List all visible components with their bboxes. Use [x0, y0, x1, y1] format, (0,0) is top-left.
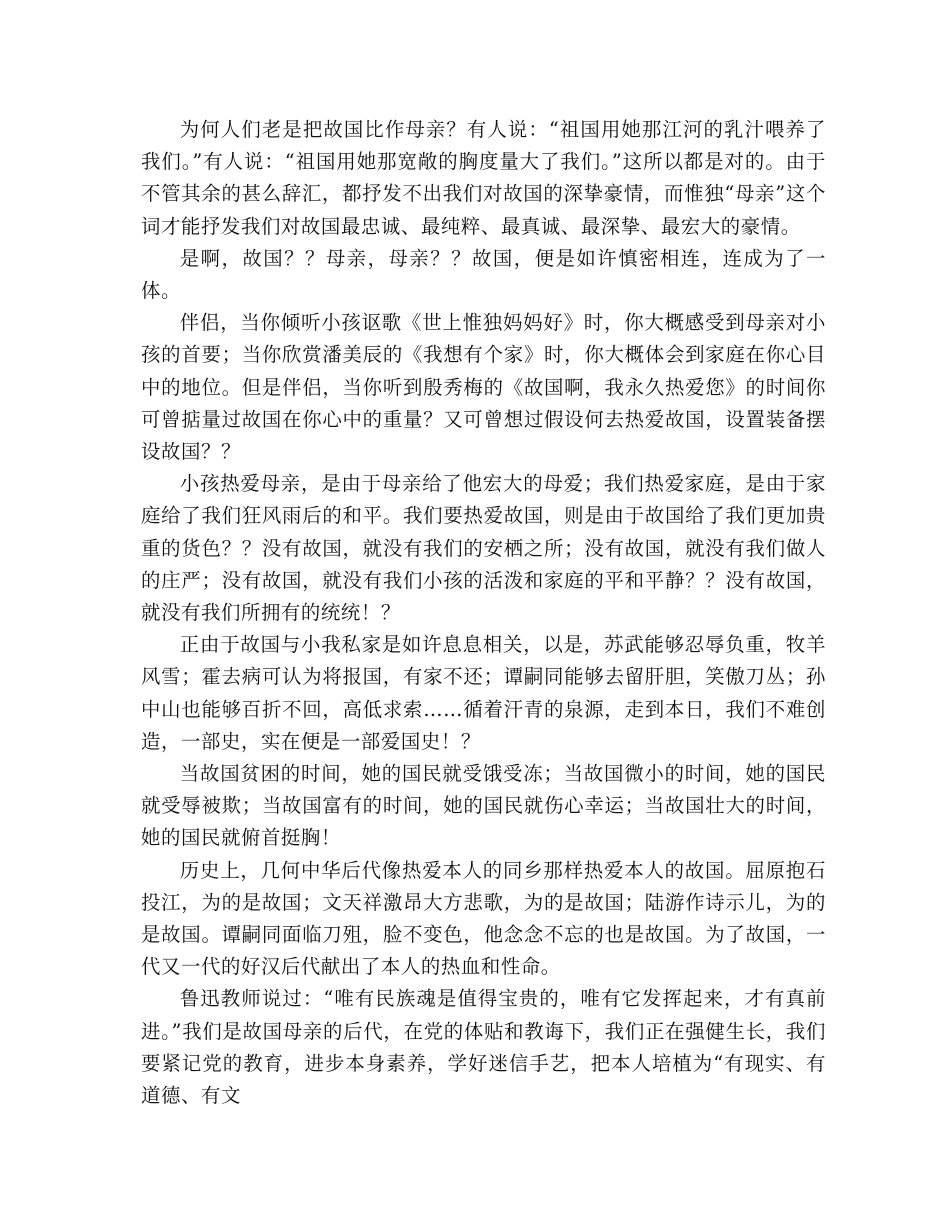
paragraph: 正由于故国与小我私家是如许息息相关，以是，苏武能够忍辱负重，牧羊风雪；霍去病可认为将报国，有家不还；谭嗣同能够去留肝胆，笑傲刀丛；孙中山也能够百折不回，高低求索……循着汗青的泉源，走到本日，我们不难创造，一部史，实在便是一部爱国史！？	[141, 633, 826, 753]
paragraph: 为何人们老是把故国比作母亲？有人说：“祖国用她那江河的乳汁喂养了我们。”有人说：“祖国用她那宽敞的胸度量大了我们。”这所以都是对的。由于不管其余的甚么辞汇，都抒发不出我们对故国的深挚豪情，而惟独“母亲”这个词才能抒发我们对故国最忠诚、最纯粹、最真诚、最深挚、最宏大的豪情。	[141, 118, 826, 238]
document-body	[141, 114, 826, 1112]
paragraph: 小孩热爱母亲，是由于母亲给了他宏大的母爱；我们热爱家庭，是由于家庭给了我们狂风雨后的和平。我们要热爱故国，则是由于故国给了我们更加贵重的货色？？没有故国，就没有我们的安栖之所；没有故国，就没有我们做人的庄严；没有故国，就没有我们小孩的活泼和家庭的平和平静？？没有故国，就没有我们所拥有的统统！？	[141, 472, 826, 625]
paragraph: 伴侣，当你倾听小孩讴歌《世上惟独妈妈好》时，你大概感受到母亲对小孩的首要；当你欣赏潘美辰的《我想有个家》时，你大概体会到家庭在你心目中的地位。但是伴侣，当你听到殷秀梅的《故国啊，我永久热爱您》的时间你可曾掂量过故国在你心中的重量？又可曾想过假设何去热爱故国，设置装备摆设故国？？	[141, 311, 826, 464]
paragraph: 鲁迅教师说过：“唯有民族魂是值得宝贵的，唯有它发挥起来，才有真前进。”我们是故国母亲的后代，在党的体贴和教诲下，我们正在强健生长，我们要紧记党的教育，进步本身素养，学好迷信手艺，把本人培植为“有现实、有道德、有文	[141, 987, 826, 1108]
paragraph: 是啊，故国？？母亲，母亲？？故国，便是如许慎密相连，连成为了一体。	[141, 246, 826, 303]
paragraph: 历史上，几何中华后代像热爱本人的同乡那样热爱本人的故国。屈原抱石投江，为的是故国；文天祥激昂大方悲歌，为的是故国；陆游作诗示儿，为的是故国。谭嗣同面临刀殂，脸不变色，他念念不忘的也是故国。为了故国，一代又一代的好汉后代献出了本人的热血和性命。	[141, 858, 826, 979]
paragraph: 当故国贫困的时间，她的国民就受饿受冻；当故国微小的时间，她的国民就受辱被欺；当故国富有的时间，她的国民就伤心幸运；当故国壮大的时间，她的国民就俯首挺胸！	[141, 762, 826, 850]
